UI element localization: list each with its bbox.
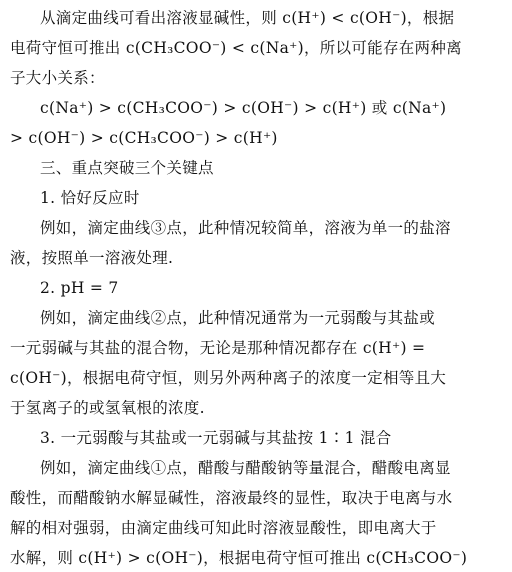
paragraph-1-line-2: 液，按照单一溶液处理. xyxy=(10,249,174,267)
paragraph-3-line-1: 例如，滴定曲线①点，醋酸与醋酸钠等量混合，醋酸电离显 xyxy=(40,459,451,477)
subheading-2: 2. pH = 7 xyxy=(40,279,119,297)
subheading-1: 1. 恰好反应时 xyxy=(40,189,140,207)
equation-line-1: c(Na⁺) > c(CH₃COO⁻) > c(OH⁻) > c(H⁺) 或 c(Na⁺) xyxy=(40,99,447,117)
text-line-2: 电荷守恒可推出 c(CH₃COO⁻) < c(Na⁺)，所以可能存在两种离 xyxy=(10,39,462,57)
paragraph-2-line-3: c(OH⁻)，根据电荷守恒，则另外两种离子的浓度一定相等且大 xyxy=(10,369,447,387)
paragraph-2-line-4: 于氢离子的或氢氧根的浓度. xyxy=(10,399,205,417)
equation-line-2: > c(OH⁻) > c(CH₃COO⁻) > c(H⁺) xyxy=(10,129,278,147)
paragraph-2-line-2: 一元弱碱与其盐的混合物，无论是那种情况都存在 c(H⁺) = xyxy=(10,339,426,357)
text-line-3: 子大小关系： xyxy=(10,69,105,87)
paragraph-2-line-1: 例如，滴定曲线②点，此种情况通常为一元弱酸与其盐或 xyxy=(40,309,436,327)
text-line-1: 从滴定曲线可看出溶液显碱性，则 c(H⁺) < c(OH⁻)，根据 xyxy=(40,9,455,27)
paragraph-3-line-2: 酸性，而醋酸钠水解显碱性，溶液最终的显性，取决于电离与水 xyxy=(10,489,453,507)
paragraph-1-line-1: 例如，滴定曲线③点，此种情况较简单，溶液为单一的盐溶 xyxy=(40,219,451,237)
subheading-3: 3. 一元弱酸与其盐或一元弱碱与其盐按 1∶1 混合 xyxy=(40,429,392,447)
paragraph-3-line-4: 水解，则 c(H⁺) > c(OH⁻)，根据电荷守恒可推出 c(CH₃COO⁻) xyxy=(10,549,468,567)
section-heading: 三、重点突破三个关键点 xyxy=(40,159,214,177)
paragraph-3-line-3: 解的相对强弱，由滴定曲线可知此时溶液显酸性，即电离大于 xyxy=(10,519,437,537)
